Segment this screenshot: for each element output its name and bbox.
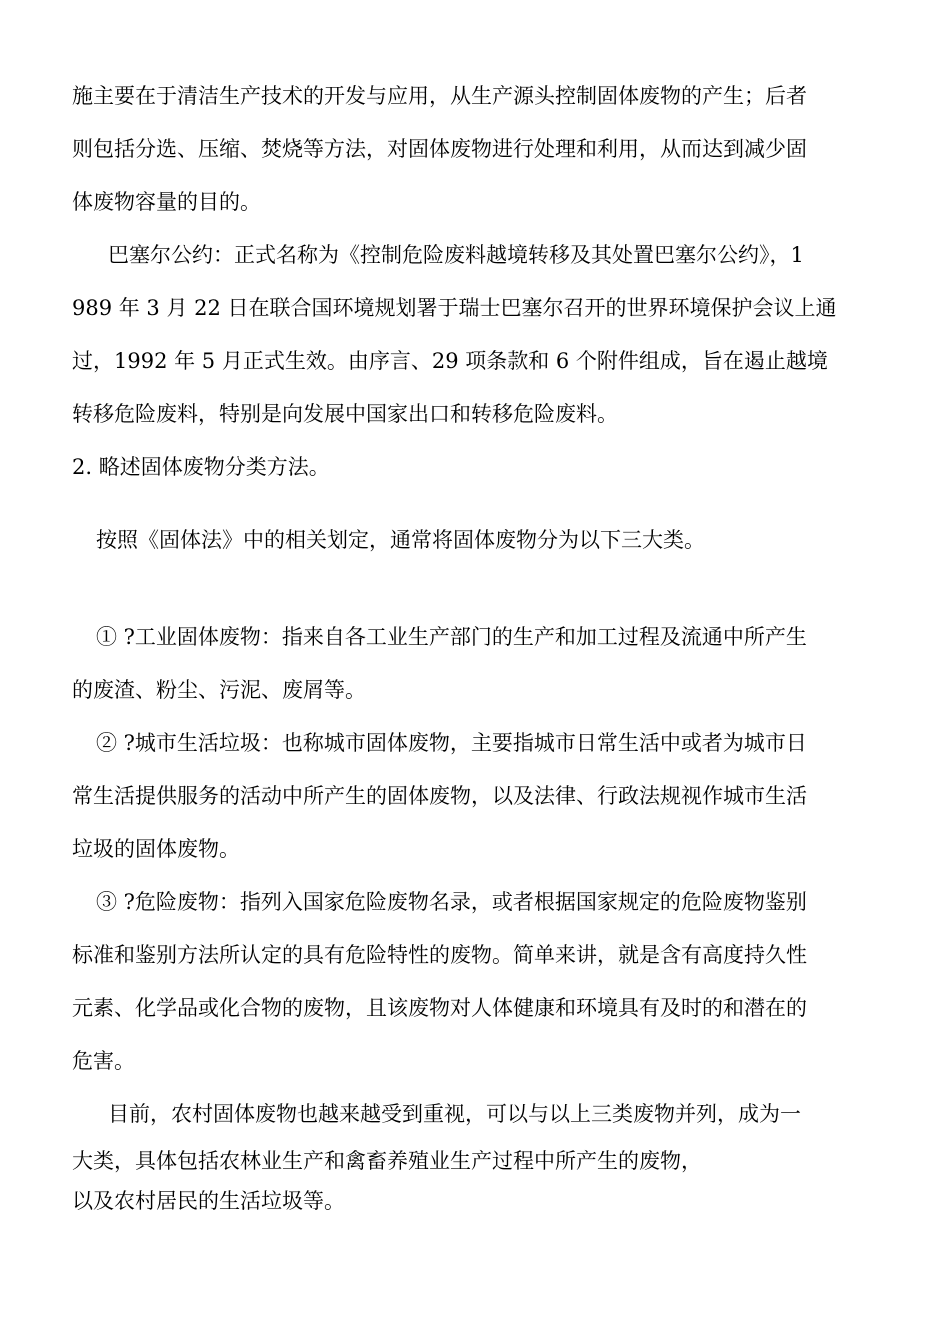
paragraph-line: 过，1992 年 5 月正式生效。由序言、29 项条款和 6 个附件组成，旨在遏止越境 xyxy=(72,349,828,373)
rural-waste-line: 目前，农村固体废物也越来越受到重视，可以与以上三类废物并列，成为一 xyxy=(108,1102,801,1126)
intro-line: 按照《固体法》中的相关划定，通常将固体废物分为以下三大类。 xyxy=(96,528,705,552)
document-page xyxy=(72,70,870,1221)
paragraph-line: 体废物容量的目的。 xyxy=(72,190,261,214)
list-item-hazardous: ③ ?危险废物：指列入国家危险废物名录，或者根据国家规定的危险废物鉴别 xyxy=(96,890,807,914)
paragraph-line: 标准和鉴别方法所认定的具有危险特性的废物。简单来讲，就是含有高度持久性 xyxy=(72,943,807,967)
list-item-industrial: ① ?工业固体废物：指来自各工业生产部门的生产和加工过程及流通中所产生 xyxy=(96,625,807,649)
paragraph-line: 常生活提供服务的活动中所产生的固体废物，以及法律、行政法规视作城市生活 xyxy=(72,784,807,808)
basel-convention-line: 巴塞尔公约：正式名称为《控制危险废料越境转移及其处置巴塞尔公约》，1 xyxy=(108,243,804,267)
paragraph-line: 989 年 3 月 22 日在联合国环境规划署于瑞士巴塞尔召开的世界环境保护会议上通 xyxy=(72,296,837,320)
list-item-municipal: ② ?城市生活垃圾：也称城市固体废物，主要指城市日常生活中或者为城市日 xyxy=(96,731,807,755)
question-heading: 2. 略述固体废物分类方法。 xyxy=(72,455,330,479)
spacer xyxy=(72,494,870,514)
paragraph-line: 以及农村居民的生活垃圾等。 xyxy=(72,1189,345,1213)
spacer xyxy=(72,567,870,611)
paragraph-line: 则包括分选、压缩、焚烧等方法，对固体废物进行处理和利用，从而达到减少固 xyxy=(72,137,807,161)
paragraph-line: 危害。 xyxy=(72,1049,135,1073)
paragraph-line: 垃圾的固体废物。 xyxy=(72,837,240,861)
paragraph-line: 施主要在于清洁生产技术的开发与应用，从生产源头控制固体废物的产生；后者 xyxy=(72,84,807,108)
paragraph-line: 转移危险废料，特别是向发展中国家出口和转移危险废料。 xyxy=(72,402,618,426)
paragraph-line: 的废渣、粉尘、污泥、废屑等。 xyxy=(72,678,366,702)
paragraph-line: 大类，具体包括农林业生产和禽畜养殖业生产过程中所产生的废物， xyxy=(72,1149,702,1173)
paragraph-line: 元素、化学品或化合物的废物，且该废物对人体健康和环境具有及时的和潜在的 xyxy=(72,996,807,1020)
